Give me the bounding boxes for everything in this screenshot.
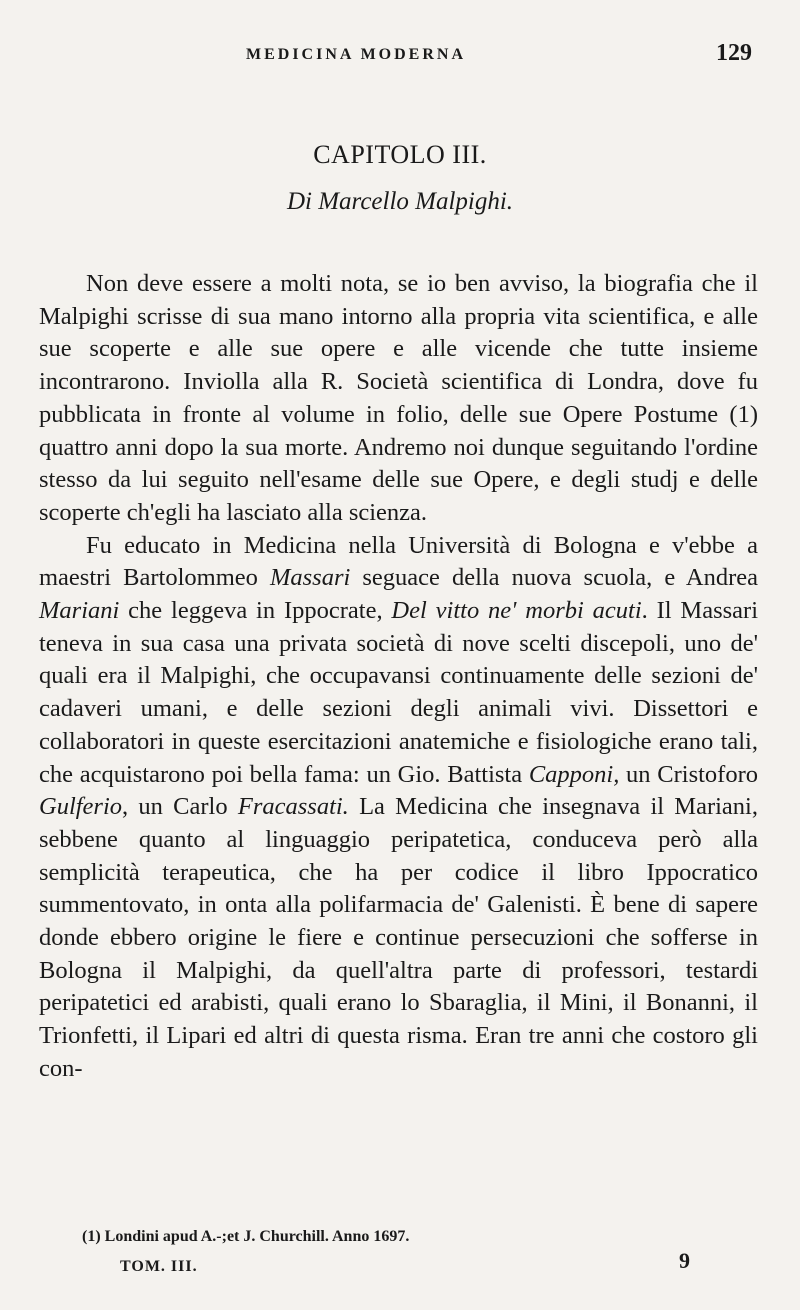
text-run: La Medicina che insegnava il Mariani, sebbene quanto al linguaggio peripatetica, conduceva però alla semplicità terapeutica, che ha per codice il libro Ippocratico summentovato, in onta alla polifarmacia de' Galenisti. È bene di sapere donde ebbero origine le fiere e continue persecuzioni che sofferse in Bologna il Malpighi, da quell'altra parte di professori, testardi peripatetici ed arabisti, quali erano lo Sbaraglia, il Mini, il Bonanni, il Trionfetti, il Lipari ed altri di questa risma. Eran tre anni che costoro gli con-: [39, 793, 758, 1082]
text-run: Fu educato in Medicina nella Università di Bologna e v'ebbe a maestri Bartolommeo: [39, 531, 758, 592]
body-text: [39, 268, 758, 1086]
chapter-subtitle: Di Marcello Malpighi.: [286, 188, 514, 215]
name-fracassati: Fracassati.: [237, 793, 349, 821]
chapter-title: CAPITOLO III.: [313, 140, 487, 169]
signature-volume: TOM. III.: [120, 1258, 198, 1275]
running-title: MEDICINA MODERNA: [246, 46, 466, 63]
running-header: [0, 40, 800, 80]
signature-number: 9: [679, 1248, 690, 1273]
paragraph-2: [39, 530, 758, 1086]
paragraph-1: Non deve essere a molti nota, se io ben avviso, la biografia che il Malpighi scrisse di sua mano intorno alla propria vita scientifica, e alle sue scoperte e alle sue opere e alle vicende che tutte insieme incontrarono. Inviolla alla R. Società scientifica di Londra, dove fu pubblicata in fronte al volume in folio, delle sue Opere Postume (1) quattro anni dopo la sua morte. Andremo noi dunque seguitando l'ordine stesso da lui seguito nell'esame delle sue Opere, e degli studj e delle scoperte ch'egli ha lasciato alla scienza.: [39, 270, 758, 526]
work-title: Del vitto ne' morbi acuti: [391, 597, 642, 625]
name-massari: Massari: [269, 564, 351, 592]
text-run: un Cristoforo: [619, 760, 758, 788]
text-run: seguace della nuova scuola, e Andrea: [350, 564, 759, 592]
page-number: 129: [716, 40, 752, 66]
name-mariani: Mariani: [39, 597, 120, 625]
name-capponi: Capponi,: [528, 760, 620, 788]
text-run: , un Carlo: [122, 793, 238, 821]
text-run: che leggeva in Ippocrate,: [119, 597, 392, 625]
name-gulferio: Gulferio: [39, 793, 123, 821]
text-run: . Il Massari teneva in sua casa una privata società di nove scelti discepoli, uno de' quali era il Malpighi, che occupavansi continuamente delle sezioni de' cadaveri umani, e delle sezioni degli animali vivi. Dissettori e collaboratori in queste esercitazioni anatemiche e fisiologiche erano tali, che acquistarono poi bella fama: un Gio. Battista: [39, 597, 758, 788]
footnote: (1) Londini apud A.-;et J. Churchill. Anno 1697.: [82, 1228, 410, 1245]
